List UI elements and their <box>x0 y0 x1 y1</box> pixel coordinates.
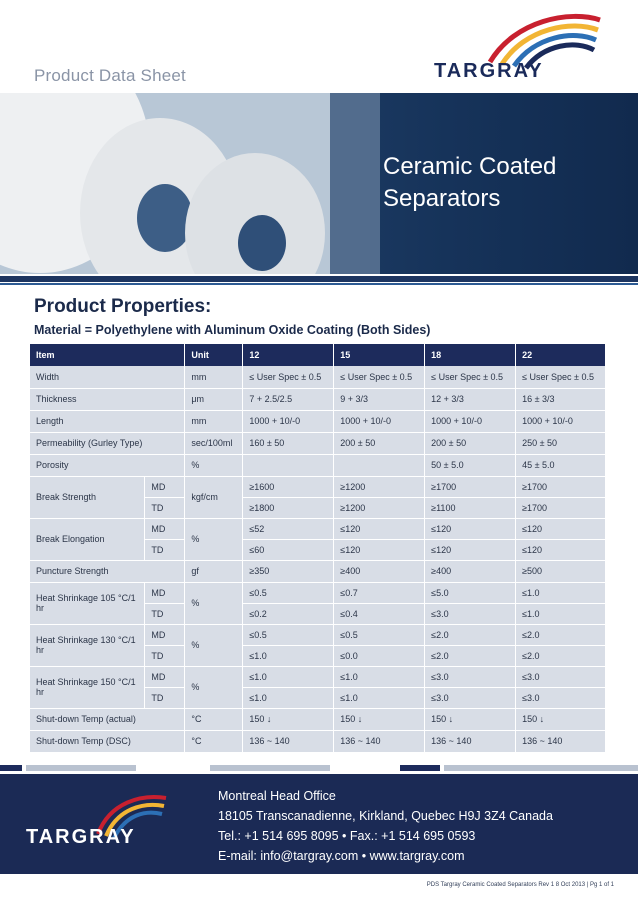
cell-value: 1000 + 10/-0 <box>243 410 334 432</box>
table-header-row <box>30 344 606 366</box>
table-row <box>30 624 606 645</box>
row-item: Shut-down Temp (DSC) <box>30 730 185 752</box>
table-row <box>30 476 606 497</box>
row-item: Permeability (Gurley Type) <box>30 432 185 454</box>
row-unit: % <box>185 582 243 624</box>
row-unit: mm <box>185 410 243 432</box>
row-item: Porosity <box>30 454 185 476</box>
decorative-stripe <box>400 765 440 771</box>
row-item: Heat Shrinkage 130 °C/1 hr <box>30 624 145 666</box>
table-row <box>30 666 606 687</box>
column-header-15: 15 <box>334 344 425 366</box>
cell-value: 12 + 3/3 <box>425 388 516 410</box>
section-subtitle: Material = Polyethylene with Aluminum Oxide Coating (Both Sides) <box>34 323 431 337</box>
cell-value: ≤3.0 <box>516 666 606 687</box>
product-title-line2: Separators <box>383 185 501 212</box>
row-unit: °C <box>185 708 243 730</box>
row-item: Heat Shrinkage 150 °C/1 hr <box>30 666 145 708</box>
row-unit: kgf/cm <box>185 476 243 518</box>
separator-rolls-image <box>0 93 380 274</box>
direction-label-td: TD <box>145 497 185 518</box>
cell-value: 200 ± 50 <box>425 432 516 454</box>
direction-label-md: MD <box>145 582 185 603</box>
cell-value: ≤3.0 <box>425 666 516 687</box>
cell-value: ≥1100 <box>425 497 516 518</box>
hero-banner <box>0 93 638 274</box>
cell-value: 150 ↓ <box>516 708 606 730</box>
cell-value: ≤1.0 <box>334 687 425 708</box>
direction-label-td: TD <box>145 603 185 624</box>
row-item: Heat Shrinkage 105 °C/1 hr <box>30 582 145 624</box>
decorative-stripe <box>26 765 136 771</box>
document-footnote: PDS Targray Ceramic Coated Separators Rev 1 8 Oct 2013 | Pg 1 of 1 <box>426 882 614 888</box>
cell-value: 45 ± 5.0 <box>516 454 606 476</box>
row-item: Break Strength <box>30 476 145 518</box>
cell-value: 150 ↓ <box>425 708 516 730</box>
cell-value: 9 + 3/3 <box>334 388 425 410</box>
cell-value: ≥1600 <box>243 476 334 497</box>
cell-value: ≤0.7 <box>334 582 425 603</box>
cell-value: ≤1.0 <box>516 603 606 624</box>
row-item: Thickness <box>30 388 185 410</box>
cell-value: ≤3.0 <box>425 687 516 708</box>
cell-value: ≤120 <box>334 518 425 539</box>
cell-value <box>243 454 334 476</box>
cell-value: ≤1.0 <box>516 582 606 603</box>
row-unit: % <box>185 666 243 708</box>
cell-value: ≤1.0 <box>243 687 334 708</box>
direction-label-md: MD <box>145 476 185 497</box>
product-title-line1: Ceramic Coated <box>383 153 557 180</box>
row-unit: gf <box>185 560 243 582</box>
targray-logo-wordmark: TARGRAY <box>434 60 544 82</box>
direction-label-td: TD <box>145 539 185 560</box>
cell-value: ≤0.4 <box>334 603 425 624</box>
direction-label-td: TD <box>145 687 185 708</box>
cell-value: ≤0.5 <box>243 624 334 645</box>
cell-value: ≤2.0 <box>516 645 606 666</box>
office-address: 18105 Transcanadienne, Kirkland, Quebec H9J 3Z4 Canada <box>218 809 553 823</box>
row-unit: % <box>185 518 243 560</box>
cell-value: 1000 + 10/-0 <box>425 410 516 432</box>
cell-value: ≤1.0 <box>243 645 334 666</box>
cell-value: ≤ User Spec ± 0.5 <box>334 366 425 388</box>
cell-value: ≤1.0 <box>243 666 334 687</box>
cell-value: ≥1700 <box>516 476 606 497</box>
cell-value: ≤ User Spec ± 0.5 <box>425 366 516 388</box>
table-row <box>30 410 606 432</box>
cell-value: ≤120 <box>425 539 516 560</box>
row-item: Shut-down Temp (actual) <box>30 708 185 730</box>
cell-value: ≤120 <box>516 518 606 539</box>
row-unit: % <box>185 624 243 666</box>
cell-value: 150 ↓ <box>334 708 425 730</box>
cell-value: 150 ↓ <box>243 708 334 730</box>
cell-value: ≤3.0 <box>425 603 516 624</box>
table-row <box>30 708 606 730</box>
cell-value: ≤120 <box>425 518 516 539</box>
table-row <box>30 432 606 454</box>
divider <box>0 283 638 285</box>
cell-value: ≥1200 <box>334 497 425 518</box>
row-unit: °C <box>185 730 243 752</box>
table-row <box>30 454 606 476</box>
office-contact-block <box>218 786 553 866</box>
cell-value: 136 ~ 140 <box>243 730 334 752</box>
direction-label-md: MD <box>145 624 185 645</box>
cell-value: ≤0.5 <box>334 624 425 645</box>
cell-value: ≤2.0 <box>516 624 606 645</box>
decorative-stripe <box>0 765 22 771</box>
cell-value: ≥400 <box>334 560 425 582</box>
cell-value: 1000 + 10/-0 <box>516 410 606 432</box>
decorative-stripe <box>444 765 638 771</box>
direction-label-md: MD <box>145 666 185 687</box>
direction-label-td: TD <box>145 645 185 666</box>
section-title: Product Properties: <box>34 296 212 317</box>
table-row <box>30 366 606 388</box>
cell-value: ≥400 <box>425 560 516 582</box>
cell-value: ≤ User Spec ± 0.5 <box>243 366 334 388</box>
cell-value: 50 ± 5.0 <box>425 454 516 476</box>
cell-value: 160 ± 50 <box>243 432 334 454</box>
table-row <box>30 518 606 539</box>
table-row <box>30 730 606 752</box>
cell-value: 200 ± 50 <box>334 432 425 454</box>
row-unit: mm <box>185 366 243 388</box>
cell-value: ≤ User Spec ± 0.5 <box>516 366 606 388</box>
cell-value: ≤120 <box>516 539 606 560</box>
divider <box>0 276 638 282</box>
row-item: Width <box>30 366 185 388</box>
row-item: Puncture Strength <box>30 560 185 582</box>
row-item: Length <box>30 410 185 432</box>
cell-value: ≤0.5 <box>243 582 334 603</box>
cell-value: ≤52 <box>243 518 334 539</box>
cell-value: 7 + 2.5/2.5 <box>243 388 334 410</box>
column-header-12: 12 <box>243 344 334 366</box>
office-title: Montreal Head Office <box>218 789 336 803</box>
direction-label-md: MD <box>145 518 185 539</box>
targray-footer-wordmark: TARGRAY <box>26 826 136 848</box>
cell-value: 16 ± 3/3 <box>516 388 606 410</box>
table-row <box>30 582 606 603</box>
document-type-title: Product Data Sheet <box>34 66 186 85</box>
cell-value: ≥500 <box>516 560 606 582</box>
decorative-stripe <box>210 765 330 771</box>
cell-value: ≤2.0 <box>425 645 516 666</box>
row-unit: % <box>185 454 243 476</box>
column-header-item: Item <box>30 344 185 366</box>
office-phone-fax: Tel.: +1 514 695 8095 • Fax.: +1 514 695 0593 <box>218 829 476 843</box>
cell-value: ≥1200 <box>334 476 425 497</box>
cell-value: 1000 + 10/-0 <box>334 410 425 432</box>
cell-value: ≥350 <box>243 560 334 582</box>
cell-value: 136 ~ 140 <box>516 730 606 752</box>
column-header-18: 18 <box>425 344 516 366</box>
row-unit: μm <box>185 388 243 410</box>
cell-value: 250 ± 50 <box>516 432 606 454</box>
row-item: Break Elongation <box>30 518 145 560</box>
cell-value: ≤0.2 <box>243 603 334 624</box>
table-row <box>30 560 606 582</box>
cell-value: ≤120 <box>334 539 425 560</box>
cell-value: ≤3.0 <box>516 687 606 708</box>
cell-value: ≥1800 <box>243 497 334 518</box>
cell-value: ≤5.0 <box>425 582 516 603</box>
table-row <box>30 388 606 410</box>
cell-value: 136 ~ 140 <box>334 730 425 752</box>
cell-value: ≥1700 <box>516 497 606 518</box>
column-header-22: 22 <box>516 344 606 366</box>
product-title <box>383 151 623 215</box>
column-header-unit: Unit <box>185 344 243 366</box>
cell-value: ≤1.0 <box>334 666 425 687</box>
cell-value: ≤60 <box>243 539 334 560</box>
product-properties-table <box>30 344 606 753</box>
cell-value: 136 ~ 140 <box>425 730 516 752</box>
cell-value: ≤2.0 <box>425 624 516 645</box>
cell-value: ≥1700 <box>425 476 516 497</box>
row-unit: sec/100ml <box>185 432 243 454</box>
office-email-web: E-mail: info@targray.com • www.targray.com <box>218 849 465 863</box>
cell-value: ≤0.0 <box>334 645 425 666</box>
cell-value <box>334 454 425 476</box>
